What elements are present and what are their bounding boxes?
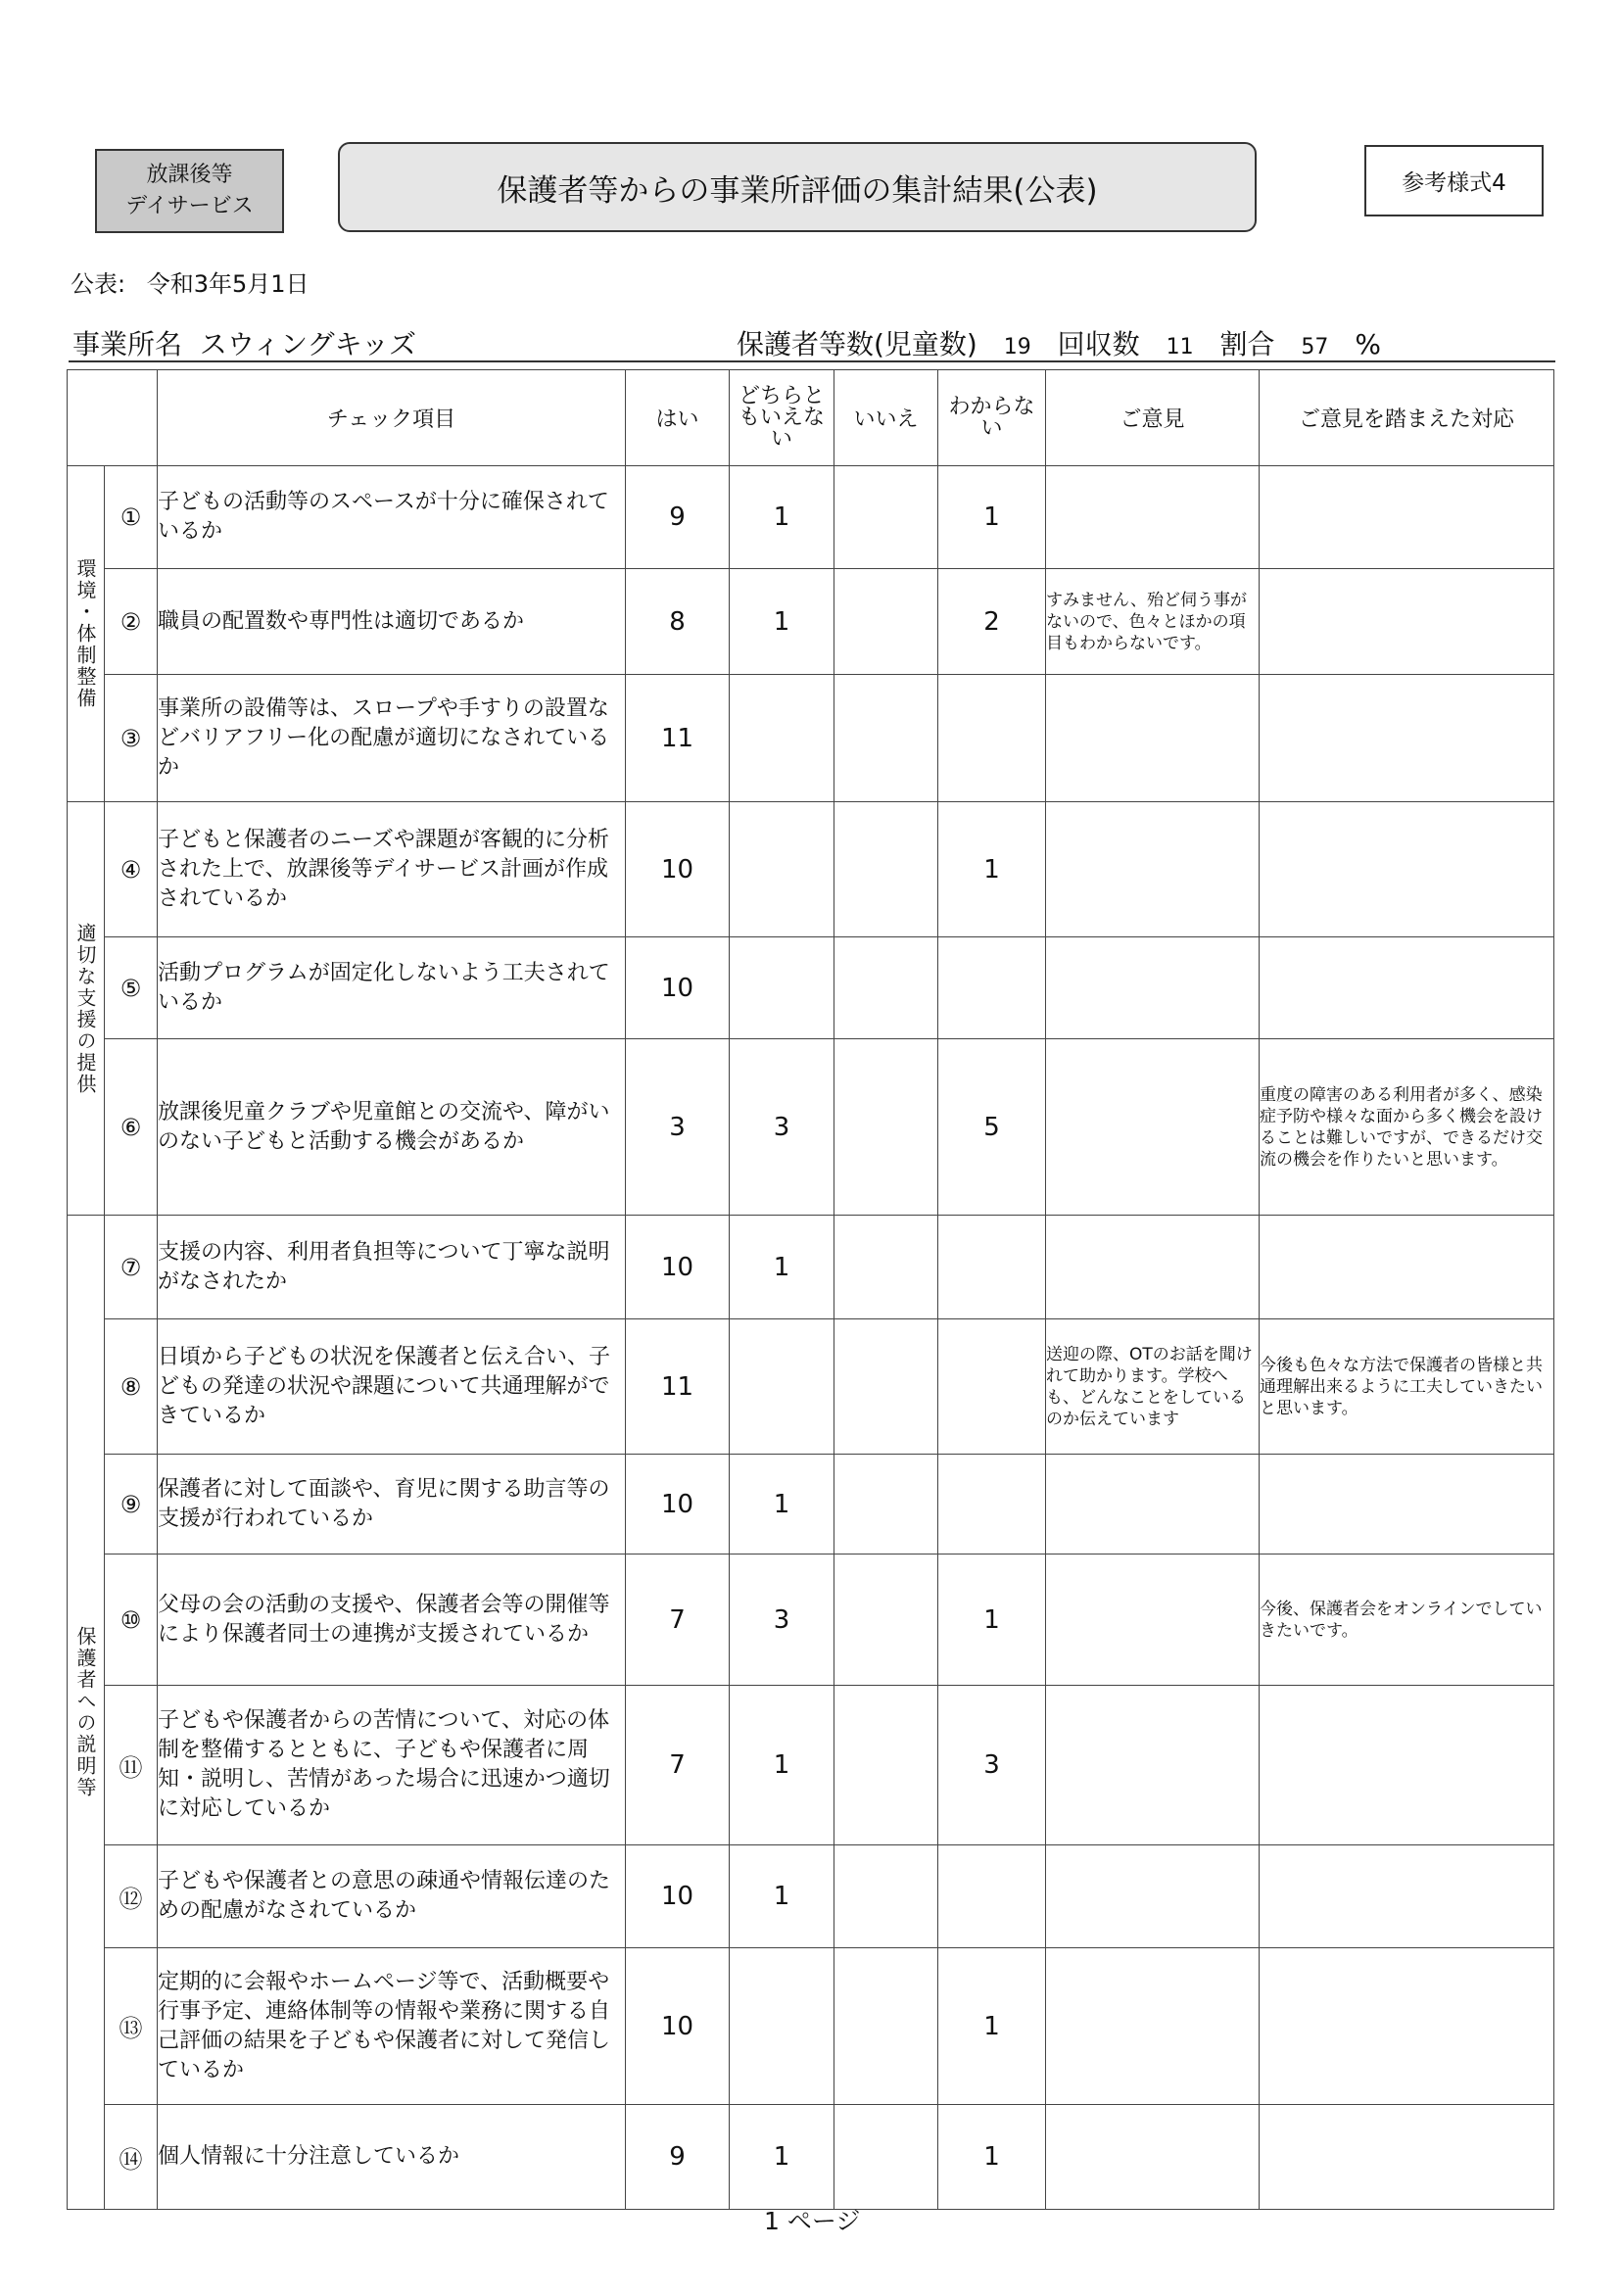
answer-neither: 1 [730,1216,834,1319]
answer-no [834,1319,938,1455]
answer-no [834,466,938,569]
opinion-text [1046,466,1260,569]
answer-unknown [938,675,1046,802]
item-number: ③ [105,675,158,802]
table-row [68,1845,1554,1948]
check-item-text: 父母の会の活動の支援や、保護者会等の開催等により保護者同士の連携が支援されているか [158,1555,626,1686]
response-text [1260,1686,1554,1845]
answer-yes: 9 [626,466,730,569]
response-text [1260,569,1554,675]
check-item-text: 保護者に対して面談や、育児に関する助言等の支援が行われているか [158,1455,626,1555]
table-row [68,2105,1554,2210]
check-item-text: 子どもの活動等のスペースが十分に確保されているか [158,466,626,569]
response-text [1260,1948,1554,2105]
guardians-label: 保護者等数(児童数) [737,328,977,360]
item-number: ⑦ [105,1216,158,1319]
office-label: 事業所名 [72,328,183,360]
item-number: ② [105,569,158,675]
col-response: ご意見を踏まえた対応 [1260,370,1554,466]
opinion-text [1046,675,1260,802]
header-row [68,370,1554,466]
response-text: 今後も色々な方法で保護者の皆様と共通理解出来るように工夫していきたいと思います。 [1260,1319,1554,1455]
check-item-text: 支援の内容、利用者負担等について丁寧な説明がなされたか [158,1216,626,1319]
response-text [1260,2105,1554,2210]
guardians-count: 19 [1003,335,1031,359]
answer-unknown: 2 [938,569,1046,675]
table-row [68,466,1554,569]
answer-yes: 10 [626,1455,730,1555]
answer-yes: 11 [626,1319,730,1455]
item-number: ⑩ [105,1555,158,1686]
check-item-text: 活動プログラムが固定化しないよう工夫されているか [158,937,626,1039]
answer-no [834,1039,938,1216]
answer-neither [730,1319,834,1455]
answer-yes: 10 [626,1845,730,1948]
opinion-text [1046,937,1260,1039]
answer-no [834,569,938,675]
answer-unknown: 1 [938,1948,1046,2105]
col-yes: はい [626,370,730,466]
published-line [71,264,323,299]
answer-neither [730,675,834,802]
document-title: 保護者等からの事業所評価の集計結果(公表) [338,142,1257,232]
opinion-text [1046,1216,1260,1319]
col-opinion: ご意見 [1046,370,1260,466]
opinion-text [1046,1845,1260,1948]
answer-unknown: 1 [938,2105,1046,2210]
table-row [68,1686,1554,1845]
check-item-text: 個人情報に十分注意しているか [158,2105,626,2210]
response-text [1260,1455,1554,1555]
answer-neither: 3 [730,1039,834,1216]
answer-no [834,937,938,1039]
item-number: ⑪ [105,1686,158,1845]
page-number: 1 ページ [764,2207,861,2235]
office-info-line [69,323,1555,362]
published-date: 令和3年5月1日 [146,270,310,298]
answer-yes: 8 [626,569,730,675]
check-item-text: 子どもと保護者のニーズや課題が客観的に分析された上で、放課後等デイサービス計画が作成されているか [158,802,626,937]
category-label: 環境・体制整備 [68,466,105,802]
answer-no [834,675,938,802]
published-label: 公表: [71,270,126,298]
opinion-text [1046,1455,1260,1555]
check-item-text: 放課後児童クラブや児童館との交流や、障がいのない子どもと活動する機会があるか [158,1039,626,1216]
service-type-line-1: 放課後等 [146,163,233,187]
col-no: いいえ [834,370,938,466]
check-item-text: 子どもや保護者からの苦情について、対応の体制を整備するとともに、子どもや保護者に周知・説明し、苦情があった場合に迅速かつ適切に対応しているか [158,1686,626,1845]
opinion-text [1046,1039,1260,1216]
answer-yes: 10 [626,937,730,1039]
reference-style-label: 参考様式4 [1364,145,1544,216]
item-number: ⑭ [105,2105,158,2210]
table-row [68,675,1554,802]
answer-yes: 11 [626,675,730,802]
check-item-text: 職員の配置数や専門性は適切であるか [158,569,626,675]
answer-yes: 7 [626,1686,730,1845]
answer-unknown [938,1455,1046,1555]
opinion-text [1046,1948,1260,2105]
table-row [68,1319,1554,1455]
response-stats [737,323,1481,362]
opinion-text [1046,802,1260,937]
table-row [68,1039,1554,1216]
item-number: ⑨ [105,1455,158,1555]
answer-neither [730,937,834,1039]
ratio-unit: % [1355,328,1381,360]
item-number: ⑥ [105,1039,158,1216]
answer-neither: 1 [730,1686,834,1845]
check-item-text: 日頃から子どもの状況を保護者と伝え合い、子どもの発達の状況や課題について共通理解ができているか [158,1319,626,1455]
item-number: ① [105,466,158,569]
response-text [1260,1845,1554,1948]
answer-no [834,2105,938,2210]
collected-count: 11 [1166,335,1194,359]
answer-no [834,1216,938,1319]
answer-no [834,1686,938,1845]
opinion-text [1046,1555,1260,1686]
item-number: ⑤ [105,937,158,1039]
response-text [1260,937,1554,1039]
answer-unknown [938,1845,1046,1948]
table-row [68,1555,1554,1686]
ratio-label: 割合 [1219,328,1275,360]
answer-unknown: 1 [938,802,1046,937]
response-text: 今後、保護者会をオンラインでしていきたいです。 [1260,1555,1554,1686]
answer-yes: 10 [626,1948,730,2105]
answer-no [834,1845,938,1948]
item-number: ⑫ [105,1845,158,1948]
evaluation-table [67,369,1554,2210]
answer-neither: 3 [730,1555,834,1686]
answer-yes: 10 [626,802,730,937]
answer-unknown [938,1319,1046,1455]
check-item-text: 事業所の設備等は、スロープや手すりの設置などバリアフリー化の配慮が適切になされているか [158,675,626,802]
answer-unknown [938,1216,1046,1319]
item-number: ⑬ [105,1948,158,2105]
response-text [1260,675,1554,802]
answer-no [834,1455,938,1555]
opinion-text [1046,2105,1260,2210]
collected-label: 回収数 [1057,328,1140,360]
table-row [68,1216,1554,1319]
answer-neither: 1 [730,2105,834,2210]
opinion-text: 送迎の際、OTのお話を聞けれて助かります。学校へも、どんなことをしているのか伝えています [1046,1319,1260,1455]
service-type-box [95,149,284,233]
answer-no [834,1555,938,1686]
table-row [68,802,1554,937]
response-text [1260,1216,1554,1319]
item-number: ④ [105,802,158,937]
answer-unknown: 1 [938,466,1046,569]
response-text: 重度の障害のある利用者が多く、感染症予防や様々な面から多く機会を設けることは難しいですが、できるだけ交流の機会を作りたいと思います。 [1260,1039,1554,1216]
category-label: 適切な支援の提供 [68,802,105,1216]
response-text [1260,802,1554,937]
answer-unknown [938,937,1046,1039]
check-item-text: 子どもや保護者との意思の疎通や情報伝達のための配慮がなされているか [158,1845,626,1948]
answer-neither: 1 [730,466,834,569]
answer-neither: 1 [730,1845,834,1948]
answer-unknown: 5 [938,1039,1046,1216]
answer-neither: 1 [730,1455,834,1555]
office-name-group [72,323,416,362]
answer-yes: 9 [626,2105,730,2210]
ratio-value: 57 [1301,335,1329,359]
answer-neither: 1 [730,569,834,675]
answer-neither [730,802,834,937]
table-row [68,1948,1554,2105]
answer-yes: 3 [626,1039,730,1216]
answer-neither [730,1948,834,2105]
table-row [68,569,1554,675]
response-text [1260,466,1554,569]
item-number: ⑧ [105,1319,158,1455]
check-item-text: 定期的に会報やホームページ等で、活動概要や行事予定、連絡体制等の情報や業務に関する自己評価の結果を子どもや保護者に対して発信しているか [158,1948,626,2105]
answer-yes: 7 [626,1555,730,1686]
opinion-text [1046,1686,1260,1845]
answer-yes: 10 [626,1216,730,1319]
answer-no [834,1948,938,2105]
answer-unknown: 1 [938,1555,1046,1686]
header-blank [68,370,158,466]
col-unknown: わからない [938,370,1046,466]
opinion-text: すみません、殆ど伺う事がないので、色々とほかの項目もわからないです。 [1046,569,1260,675]
table-row [68,1455,1554,1555]
col-neither: どちらともいえない [730,370,834,466]
answer-unknown: 3 [938,1686,1046,1845]
answer-no [834,802,938,937]
col-item: チェック項目 [158,370,626,466]
service-type-line-2: デイサービス [125,194,254,218]
category-label: 保護者への説明等 [68,1216,105,2210]
office-name: スウィングキッズ [199,328,417,360]
table-row [68,937,1554,1039]
